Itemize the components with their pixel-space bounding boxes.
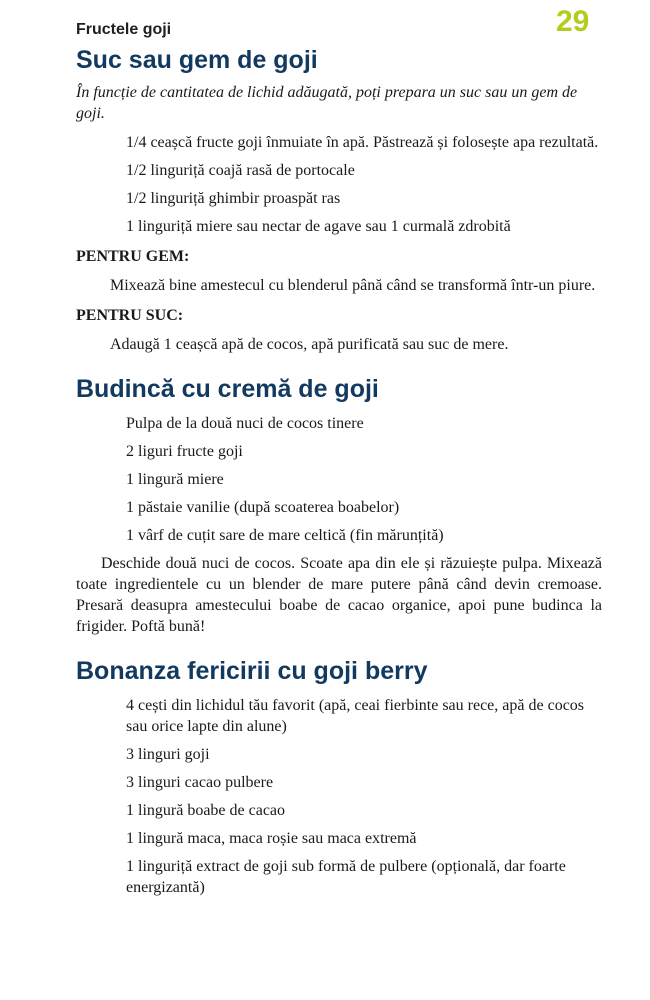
- ingredient-item: 1 lingură maca, maca roșie sau maca extremă: [126, 830, 417, 847]
- ingredient-item: 2 liguri fructe goji: [126, 443, 243, 460]
- section-title-budinca: Budincă cu cremă de goji: [76, 375, 379, 403]
- ingredient-item: 1/4 ceașcă fructe goji înmuiate în apă. Păstrează și folosește apa rezultată.: [126, 134, 599, 151]
- ingredient-item: 1 lingură boabe de cacao: [126, 802, 286, 819]
- ingredient-item: 1 păstaie vanilie (după scoaterea boabelor): [126, 499, 400, 516]
- ingredient-item: 3 linguri goji: [126, 746, 210, 763]
- gem-instructions: Mixează bine amestecul cu blenderul până când se transformă într-un piure.: [110, 277, 596, 294]
- ingredient-item: 3 linguri cacao pulbere: [126, 774, 274, 791]
- section-title-bonanza: Bonanza fericirii cu goji berry: [76, 657, 428, 685]
- ingredient-item: 1/2 linguriță ghimbir proaspăt ras: [126, 190, 341, 207]
- gem-label: PENTRU GEM:: [76, 248, 190, 265]
- ingredient-item: Pulpa de la două nuci de cocos tinere: [126, 415, 364, 432]
- ingredient-item: 1 linguriță extract de goji sub formă de pulbere (opțională, dar foarte energizantă): [126, 858, 566, 896]
- section-intro: În funcție de cantitatea de lichid adăugată, poți prepara un suc sau un gem de goji.: [76, 84, 578, 122]
- suc-label: PENTRU SUC:: [76, 307, 184, 324]
- ingredient-item: 1 linguriță miere sau nectar de agave sau 1 curmală zdrobită: [126, 218, 511, 235]
- ingredient-item: 1 vârf de cuțit sare de mare celtică (fin mărunțită): [126, 527, 444, 544]
- running-title: Fructele goji: [76, 21, 172, 38]
- ingredient-item: 1/2 linguriță coajă rasă de portocale: [126, 162, 355, 179]
- section-title-suc-gem: Suc sau gem de goji: [76, 46, 318, 74]
- page-content: [76, 44, 602, 905]
- ingredient-item: 4 cești din lichidul tău favorit (apă, ceai fierbinte sau rece, apă de cocos sau orice lapte din alune): [126, 697, 585, 735]
- ingredient-item: 1 lingură miere: [126, 471, 224, 488]
- budinca-instructions: Deschide două nuci de cocos. Scoate apa din ele și răzuiește pulpa. Mixează toate ingredientele cu un blender de mare putere până când devin cremoase. Presară deasupra amestecului boabe de cacao organice, apoi pune budinca la frigider. Poftă bună!: [76, 555, 602, 635]
- suc-instructions: Adaugă 1 ceașcă apă de cocos, apă purificată sau suc de mere.: [110, 336, 509, 353]
- page-number: 29: [556, 5, 590, 38]
